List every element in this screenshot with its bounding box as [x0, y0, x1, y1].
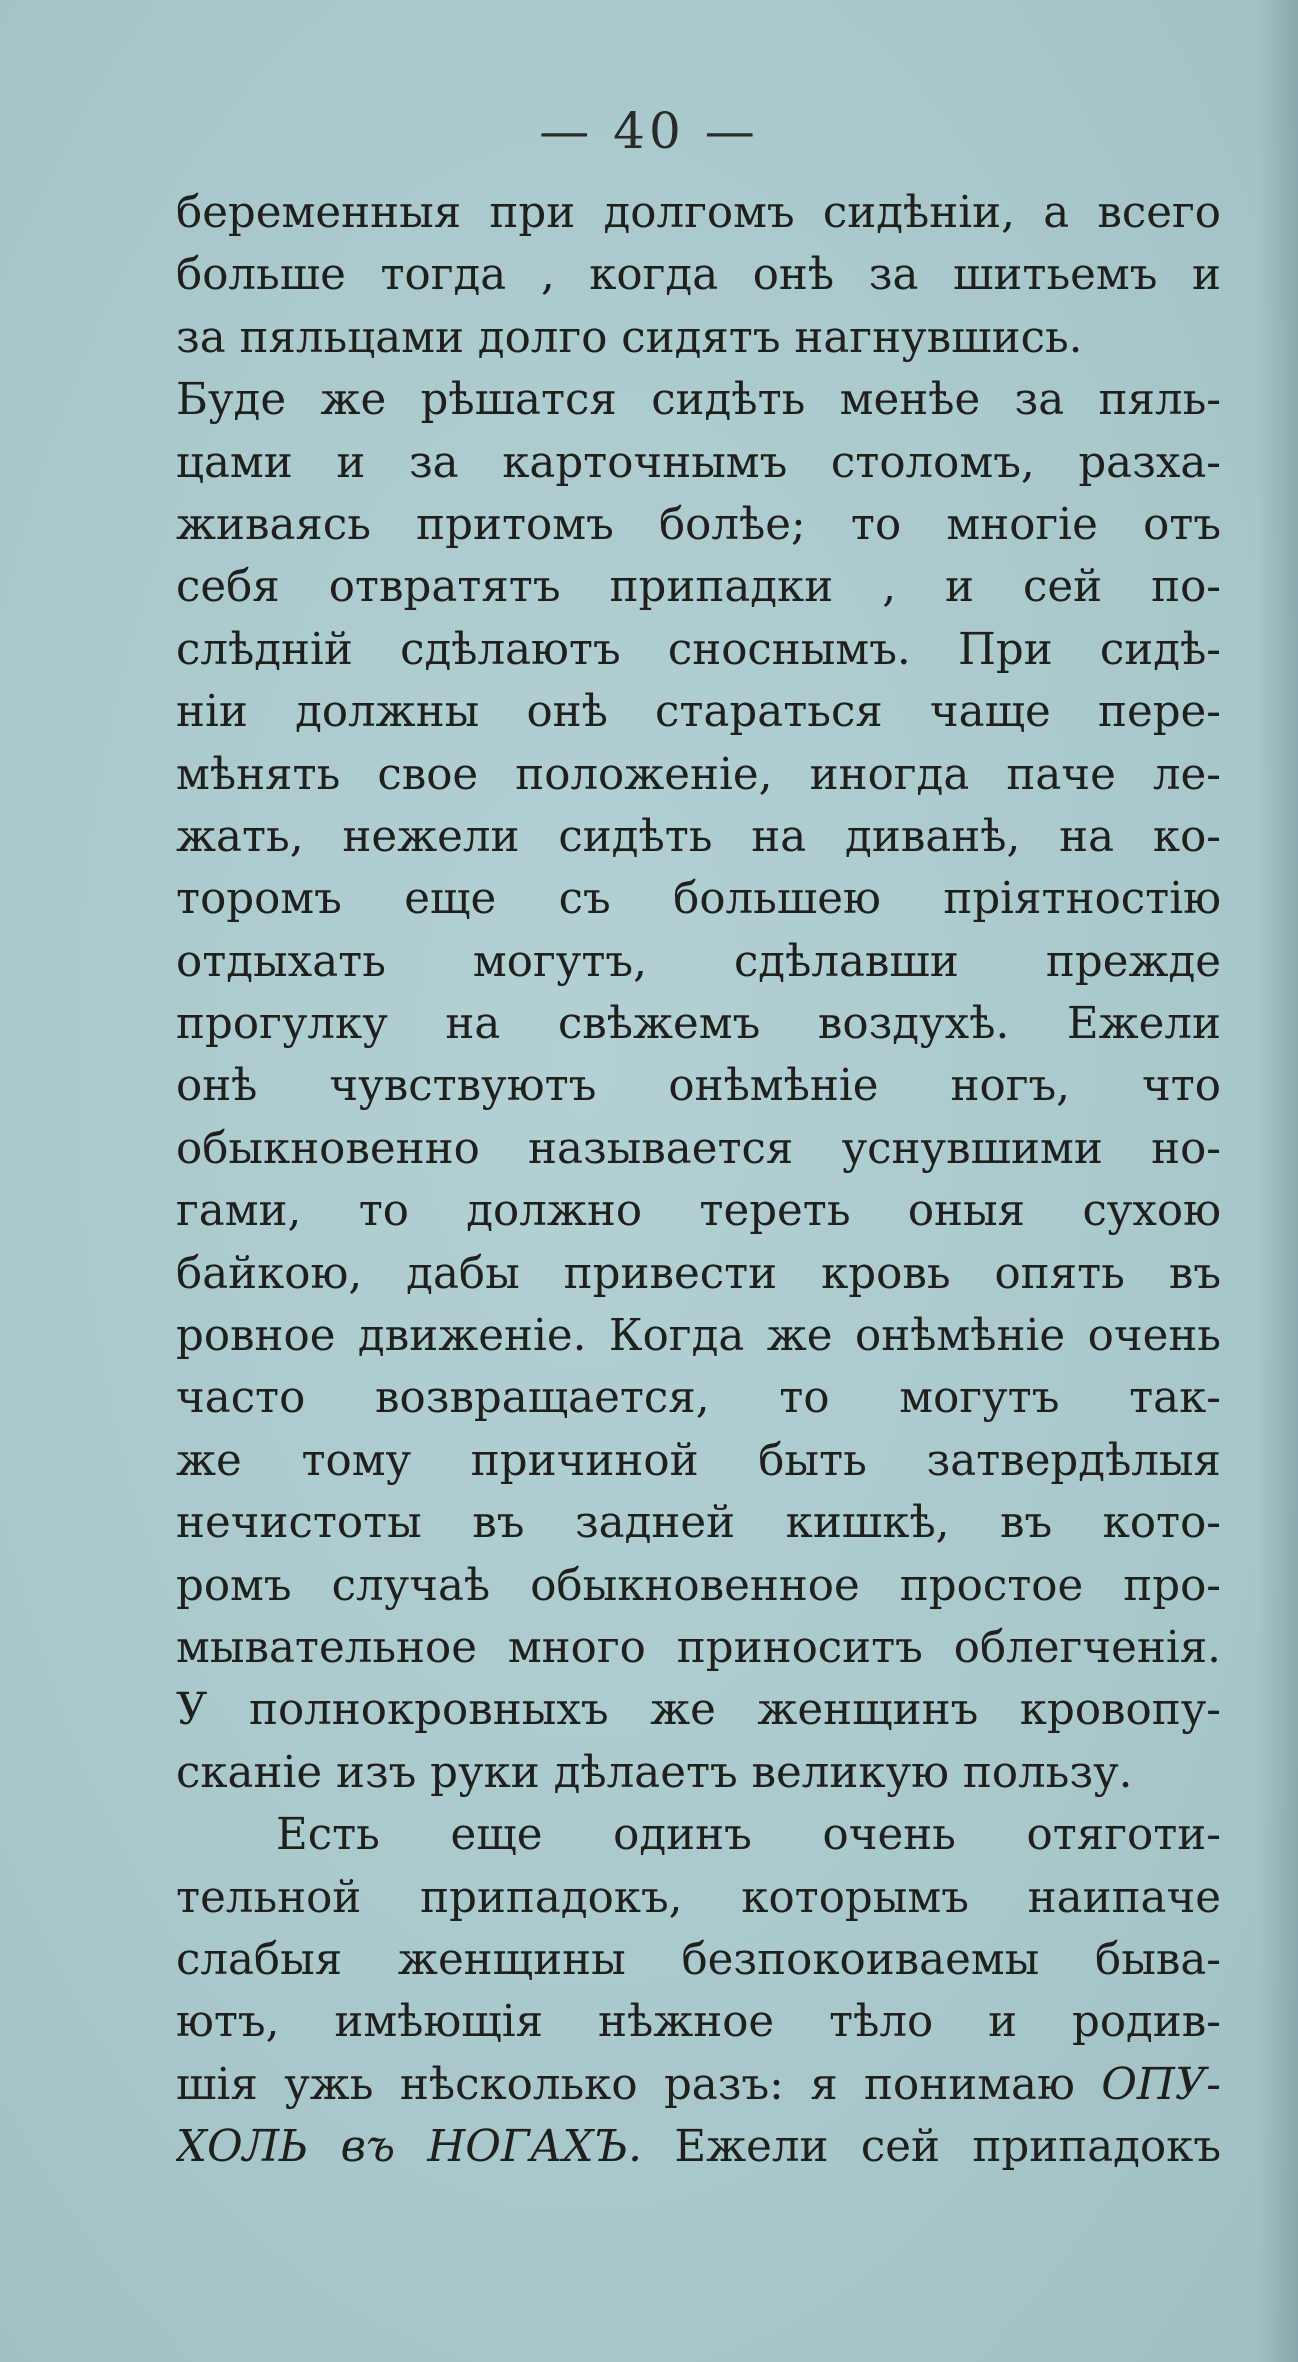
text-line: слабыя женщины безпокоиваемы быва- — [176, 1934, 1221, 1985]
text-line: же тому причиной быть затвердѣлыя — [176, 1435, 1221, 1486]
text-segment: Ежели сей припадокъ — [674, 2122, 1221, 2173]
text-line: больше тогда , когда онѣ за шитьемъ и — [176, 250, 1221, 301]
text-line: часто возвращается, то могутъ так- — [176, 1373, 1221, 1424]
text-line: ровное движеніе. Когда же онѣмѣніе очень — [176, 1311, 1221, 1362]
text-line: онѣ чувствуютъ онѣмѣніе ногъ, что — [176, 1061, 1221, 1112]
emphasized-term: ОПУ- — [1101, 2059, 1221, 2110]
page-edge-shadow — [1258, 0, 1298, 2362]
text-line: отдыхать могутъ, сдѣлавши прежде — [176, 936, 1221, 987]
text-line: мѣнять свое положеніе, иногда паче ле- — [176, 749, 1221, 800]
text-line: гами, то должно тереть оныя сухою — [176, 1186, 1221, 1237]
text-line: У полнокровныхъ же женщинъ кровопу- — [176, 1685, 1221, 1736]
text-line-with-emphasis — [176, 2054, 1221, 2116]
text-line: слѣдній сдѣлаютъ сноснымъ. При сидѣ- — [176, 624, 1221, 675]
text-line: Есть еще одинъ очень отяготи- — [276, 1810, 1221, 1861]
text-line: жать, нежели сидѣть на диванѣ, на ко- — [176, 811, 1221, 862]
body-text — [176, 182, 1221, 2179]
text-segment: шія ужь нѣсколько разъ: я понимаю — [176, 2059, 1075, 2110]
text-line: Буде же рѣшатся сидѣть менѣе за пяль- — [176, 375, 1221, 426]
text-line: беременныя при долгомъ сидѣніи, а всего — [176, 188, 1221, 238]
text-line: ютъ, имѣющія нѣжное тѣло и родив- — [176, 1997, 1221, 2048]
text-line: байкою, дабы привести кровь опять въ — [176, 1248, 1221, 1299]
emphasized-term: ХОЛЬ въ НОГАХЪ. — [176, 2122, 643, 2173]
text-line: сканіе изъ руки дѣлаетъ великую пользу. — [176, 1747, 1133, 1798]
page-number: — 40 — — [539, 102, 759, 160]
text-line: тельной припадокъ, которымъ наипаче — [176, 1872, 1221, 1923]
text-line: ромъ случаѣ обыкновенное простое про- — [176, 1560, 1221, 1611]
text-line: прогулку на свѣжемъ воздухѣ. Ежели — [176, 999, 1221, 1050]
text-line-with-emphasis — [176, 2116, 1221, 2178]
text-line: ніи должны онѣ стараться чаще пере- — [176, 687, 1221, 738]
text-line: нечистоты въ задней кишкѣ, въ кото- — [176, 1498, 1221, 1549]
text-line: торомъ еще съ большею пріятностію — [176, 874, 1221, 925]
text-line: себя отвратятъ припадки , и сей по- — [176, 562, 1221, 613]
text-line: мывательное много приноситъ облегченія. — [176, 1622, 1221, 1673]
text-line: живаясь притомъ болѣе; то многіе отъ — [176, 499, 1221, 550]
text-line: цами и за карточнымъ столомъ, разха- — [176, 437, 1221, 488]
text-line: обыкновенно называется уснувшими но- — [176, 1123, 1221, 1174]
text-line: за пяльцами долго сидятъ нагнувшись. — [176, 312, 1083, 363]
